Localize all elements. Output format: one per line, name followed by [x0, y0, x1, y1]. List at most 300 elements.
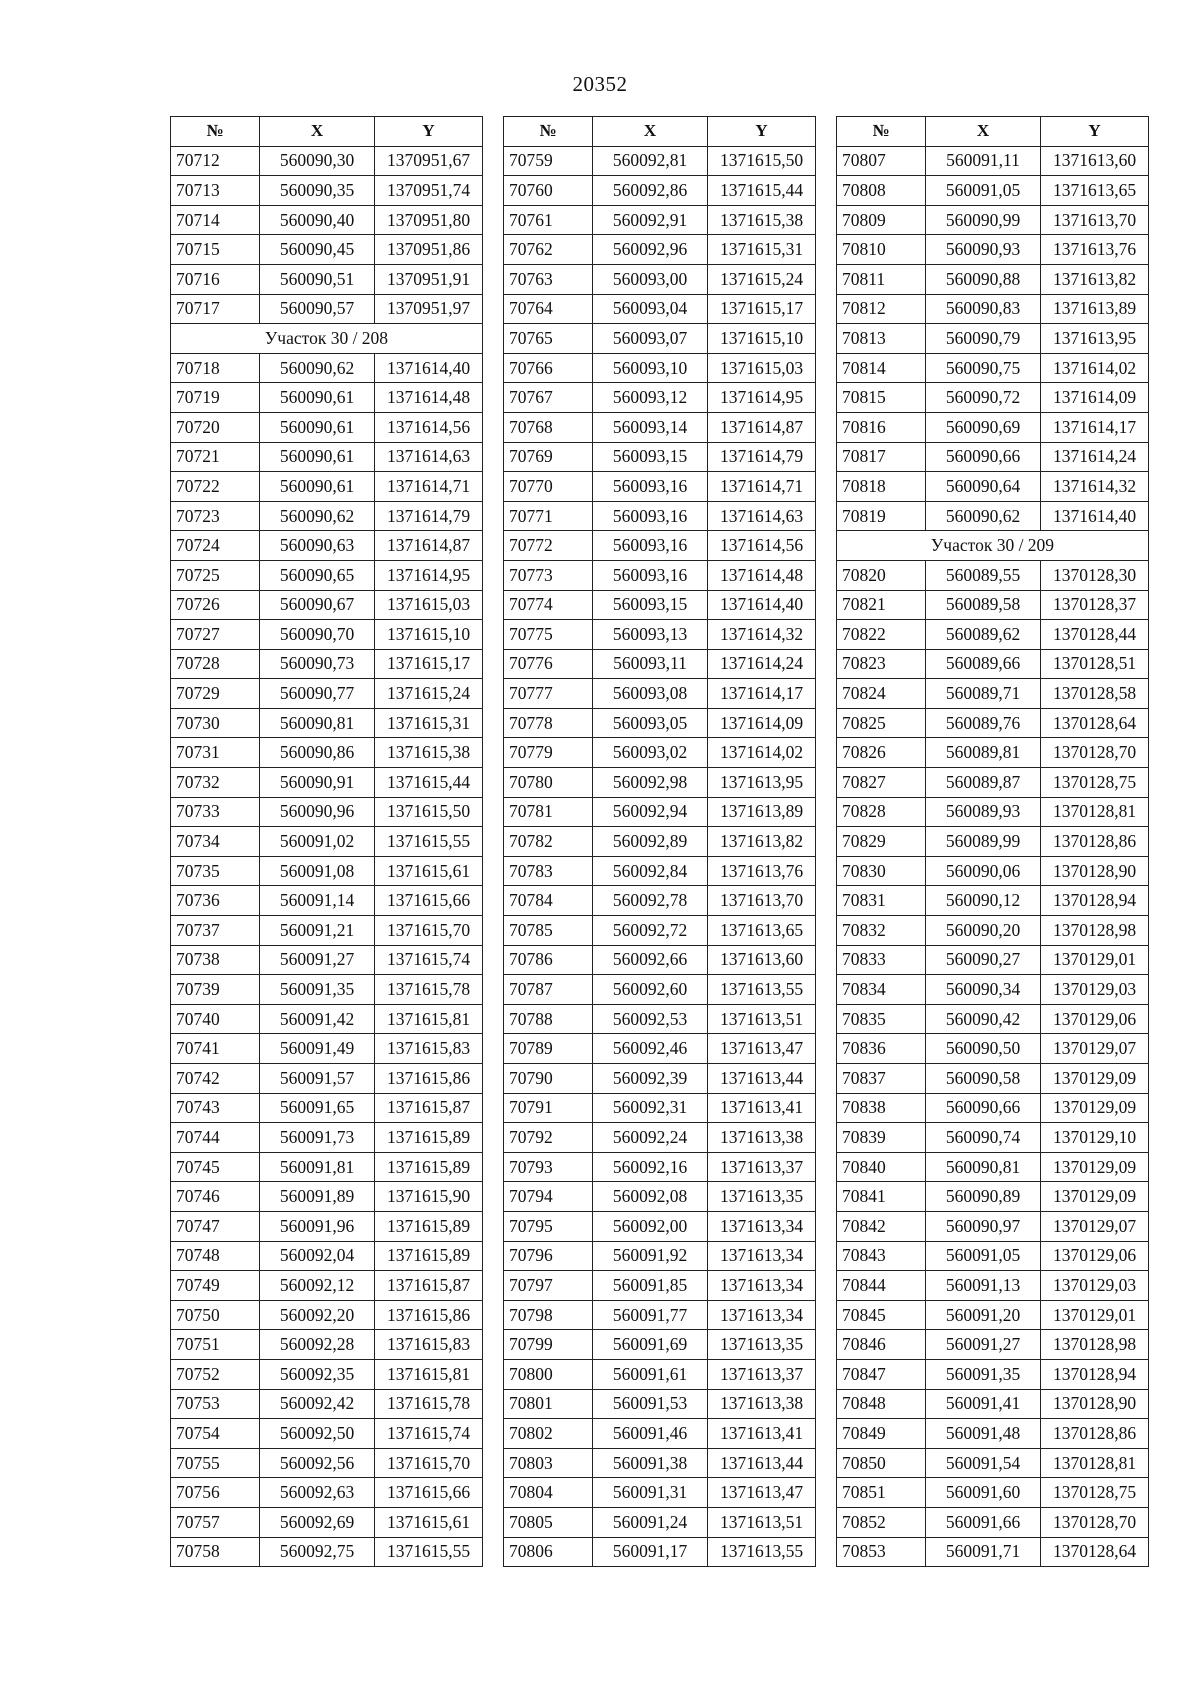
x-coordinate-cell: 560093,16	[593, 531, 708, 561]
y-coordinate-cell: 1371615,24	[375, 679, 483, 709]
y-coordinate-cell: 1370129,01	[1041, 1300, 1149, 1330]
x-coordinate-cell: 560091,53	[593, 1389, 708, 1419]
y-coordinate-cell: 1371614,02	[1041, 353, 1149, 383]
point-number-cell: 70755	[171, 1448, 260, 1478]
x-coordinate-cell: 560090,83	[926, 294, 1041, 324]
y-coordinate-cell: 1371615,31	[708, 235, 816, 265]
section-label: Участок 30 / 208	[171, 324, 483, 354]
point-number-cell: 70779	[504, 738, 593, 768]
y-coordinate-cell: 1371613,34	[708, 1271, 816, 1301]
y-coordinate-cell: 1370129,09	[1041, 1064, 1149, 1094]
y-coordinate-cell: 1370128,81	[1041, 1448, 1149, 1478]
table-row	[171, 560, 483, 590]
y-coordinate-cell: 1371613,34	[708, 1241, 816, 1271]
point-number-cell: 70824	[837, 679, 926, 709]
x-coordinate-cell: 560091,73	[260, 1123, 375, 1153]
point-number-cell: 70774	[504, 590, 593, 620]
table-row	[837, 886, 1149, 916]
point-number-cell: 70762	[504, 235, 593, 265]
table-row	[837, 1537, 1149, 1567]
x-coordinate-cell: 560089,81	[926, 738, 1041, 768]
x-coordinate-cell: 560093,12	[593, 383, 708, 413]
x-coordinate-cell: 560092,96	[593, 235, 708, 265]
point-number-cell: 70765	[504, 324, 593, 354]
point-number-cell: 70764	[504, 294, 593, 324]
y-coordinate-cell: 1370951,86	[375, 235, 483, 265]
x-coordinate-cell: 560090,51	[260, 264, 375, 294]
x-coordinate-cell: 560091,35	[260, 975, 375, 1005]
y-coordinate-cell: 1370129,10	[1041, 1123, 1149, 1153]
point-number-cell: 70850	[837, 1448, 926, 1478]
y-coordinate-cell: 1371613,41	[708, 1093, 816, 1123]
y-coordinate-cell: 1370128,94	[1041, 886, 1149, 916]
point-number-cell: 70767	[504, 383, 593, 413]
point-number-cell: 70759	[504, 146, 593, 176]
table-row	[171, 1004, 483, 1034]
page-number: 20352	[572, 72, 628, 96]
header-y: Y	[708, 117, 816, 147]
table-row	[837, 146, 1149, 176]
table-row	[837, 501, 1149, 531]
point-number-cell: 70846	[837, 1330, 926, 1360]
y-coordinate-cell: 1370129,09	[1041, 1093, 1149, 1123]
point-number-cell: 70749	[171, 1271, 260, 1301]
table-row	[171, 1241, 483, 1271]
x-coordinate-cell: 560092,04	[260, 1241, 375, 1271]
table-row	[504, 679, 816, 709]
point-number-cell: 70752	[171, 1359, 260, 1389]
x-coordinate-cell: 560093,16	[593, 560, 708, 590]
point-number-cell: 70722	[171, 472, 260, 502]
x-coordinate-cell: 560090,06	[926, 856, 1041, 886]
y-coordinate-cell: 1371613,55	[708, 1537, 816, 1567]
y-coordinate-cell: 1371615,61	[375, 1507, 483, 1537]
table-row	[837, 797, 1149, 827]
y-coordinate-cell: 1370129,09	[1041, 1182, 1149, 1212]
point-number-cell: 70715	[171, 235, 260, 265]
y-coordinate-cell: 1371613,51	[708, 1004, 816, 1034]
point-number-cell: 70768	[504, 412, 593, 442]
table-row	[837, 294, 1149, 324]
y-coordinate-cell: 1370128,90	[1041, 856, 1149, 886]
point-number-cell: 70813	[837, 324, 926, 354]
y-coordinate-cell: 1371615,89	[375, 1241, 483, 1271]
point-number-cell: 70756	[171, 1478, 260, 1508]
y-coordinate-cell: 1371615,90	[375, 1182, 483, 1212]
point-number-cell: 70713	[171, 176, 260, 206]
point-number-cell: 70830	[837, 856, 926, 886]
x-coordinate-cell: 560091,17	[593, 1537, 708, 1567]
table-row	[837, 1389, 1149, 1419]
point-number-cell: 70735	[171, 856, 260, 886]
x-coordinate-cell: 560092,39	[593, 1064, 708, 1094]
table-row	[837, 1093, 1149, 1123]
coordinates-table-2	[503, 116, 816, 1567]
table-row	[171, 768, 483, 798]
y-coordinate-cell: 1370128,64	[1041, 1537, 1149, 1567]
y-coordinate-cell: 1370129,09	[1041, 1152, 1149, 1182]
x-coordinate-cell: 560089,66	[926, 649, 1041, 679]
x-coordinate-cell: 560092,28	[260, 1330, 375, 1360]
x-coordinate-cell: 560090,20	[926, 916, 1041, 946]
x-coordinate-cell: 560091,77	[593, 1300, 708, 1330]
y-coordinate-cell: 1370128,86	[1041, 827, 1149, 857]
x-coordinate-cell: 560091,41	[926, 1389, 1041, 1419]
table-row	[171, 1537, 483, 1567]
x-coordinate-cell: 560091,20	[926, 1300, 1041, 1330]
point-number-cell: 70803	[504, 1448, 593, 1478]
point-number-cell: 70781	[504, 797, 593, 827]
x-coordinate-cell: 560091,11	[926, 146, 1041, 176]
table-row	[504, 738, 816, 768]
table-row	[504, 768, 816, 798]
table-row	[837, 383, 1149, 413]
x-coordinate-cell: 560090,86	[260, 738, 375, 768]
point-number-cell: 70775	[504, 620, 593, 650]
x-coordinate-cell: 560089,99	[926, 827, 1041, 857]
y-coordinate-cell: 1371613,95	[708, 768, 816, 798]
table-row	[837, 235, 1149, 265]
point-number-cell: 70847	[837, 1359, 926, 1389]
point-number-cell: 70837	[837, 1064, 926, 1094]
point-number-cell: 70772	[504, 531, 593, 561]
x-coordinate-cell: 560090,74	[926, 1123, 1041, 1153]
table-row	[837, 945, 1149, 975]
section-row	[171, 324, 483, 354]
x-coordinate-cell: 560092,24	[593, 1123, 708, 1153]
x-coordinate-cell: 560090,72	[926, 383, 1041, 413]
table-row	[171, 1093, 483, 1123]
x-coordinate-cell: 560092,31	[593, 1093, 708, 1123]
table-row	[504, 916, 816, 946]
table-row	[504, 264, 816, 294]
coordinates-table-1	[170, 116, 483, 1567]
point-number-cell: 70821	[837, 590, 926, 620]
table-row	[837, 1271, 1149, 1301]
point-number-cell: 70784	[504, 886, 593, 916]
table-row	[504, 383, 816, 413]
point-number-cell: 70721	[171, 442, 260, 472]
x-coordinate-cell: 560090,30	[260, 146, 375, 176]
x-coordinate-cell: 560090,70	[260, 620, 375, 650]
y-coordinate-cell: 1370951,80	[375, 205, 483, 235]
point-number-cell: 70728	[171, 649, 260, 679]
table-row	[504, 472, 816, 502]
table-row	[171, 235, 483, 265]
table-row	[837, 1241, 1149, 1271]
table-row	[504, 501, 816, 531]
y-coordinate-cell: 1370128,86	[1041, 1419, 1149, 1449]
table-row	[837, 1300, 1149, 1330]
table-row	[837, 827, 1149, 857]
y-coordinate-cell: 1371614,87	[708, 412, 816, 442]
table-row	[504, 1330, 816, 1360]
y-coordinate-cell: 1371613,51	[708, 1507, 816, 1537]
point-number-cell: 70828	[837, 797, 926, 827]
x-coordinate-cell: 560091,57	[260, 1064, 375, 1094]
y-coordinate-cell: 1371615,86	[375, 1300, 483, 1330]
y-coordinate-cell: 1370128,30	[1041, 560, 1149, 590]
x-coordinate-cell: 560090,91	[260, 768, 375, 798]
table-row	[837, 324, 1149, 354]
x-coordinate-cell: 560090,45	[260, 235, 375, 265]
y-coordinate-cell: 1371613,44	[708, 1064, 816, 1094]
table-row	[504, 176, 816, 206]
table-row	[171, 1034, 483, 1064]
x-coordinate-cell: 560093,15	[593, 442, 708, 472]
x-coordinate-cell: 560091,13	[926, 1271, 1041, 1301]
point-number-cell: 70786	[504, 945, 593, 975]
y-coordinate-cell: 1371615,38	[708, 205, 816, 235]
x-coordinate-cell: 560092,98	[593, 768, 708, 798]
y-coordinate-cell: 1371615,61	[375, 856, 483, 886]
point-number-cell: 70817	[837, 442, 926, 472]
point-number-cell: 70834	[837, 975, 926, 1005]
table-row	[171, 916, 483, 946]
y-coordinate-cell: 1371615,66	[375, 1478, 483, 1508]
table-row	[837, 975, 1149, 1005]
point-number-cell: 70845	[837, 1300, 926, 1330]
x-coordinate-cell: 560092,89	[593, 827, 708, 857]
point-number-cell: 70835	[837, 1004, 926, 1034]
y-coordinate-cell: 1370128,37	[1041, 590, 1149, 620]
point-number-cell: 70852	[837, 1507, 926, 1537]
x-coordinate-cell: 560093,10	[593, 353, 708, 383]
point-number-cell: 70840	[837, 1152, 926, 1182]
y-coordinate-cell: 1371615,55	[375, 827, 483, 857]
table-row	[504, 975, 816, 1005]
x-coordinate-cell: 560090,69	[926, 412, 1041, 442]
header-x: X	[260, 117, 375, 147]
point-number-cell: 70820	[837, 560, 926, 590]
x-coordinate-cell: 560090,66	[926, 1093, 1041, 1123]
y-coordinate-cell: 1371613,47	[708, 1034, 816, 1064]
point-number-cell: 70806	[504, 1537, 593, 1567]
y-coordinate-cell: 1371613,60	[1041, 146, 1149, 176]
x-coordinate-cell: 560091,08	[260, 856, 375, 886]
y-coordinate-cell: 1371613,65	[708, 916, 816, 946]
table-row	[504, 1241, 816, 1271]
y-coordinate-cell: 1371615,50	[375, 797, 483, 827]
y-coordinate-cell: 1370129,06	[1041, 1004, 1149, 1034]
table-row	[171, 827, 483, 857]
table-row	[171, 886, 483, 916]
x-coordinate-cell: 560091,02	[260, 827, 375, 857]
point-number-cell: 70766	[504, 353, 593, 383]
table-row	[171, 1211, 483, 1241]
point-number-cell: 70733	[171, 797, 260, 827]
point-number-cell: 70842	[837, 1211, 926, 1241]
x-coordinate-cell: 560092,75	[260, 1537, 375, 1567]
point-number-cell: 70809	[837, 205, 926, 235]
x-coordinate-cell: 560090,61	[260, 412, 375, 442]
y-coordinate-cell: 1371614,09	[708, 708, 816, 738]
x-coordinate-cell: 560091,05	[926, 176, 1041, 206]
y-coordinate-cell: 1371615,89	[375, 1211, 483, 1241]
table-row	[837, 472, 1149, 502]
point-number-cell: 70797	[504, 1271, 593, 1301]
x-coordinate-cell: 560091,14	[260, 886, 375, 916]
table-row	[504, 146, 816, 176]
point-number-cell: 70843	[837, 1241, 926, 1271]
y-coordinate-cell: 1370128,44	[1041, 620, 1149, 650]
table-row	[504, 560, 816, 590]
x-coordinate-cell: 560091,69	[593, 1330, 708, 1360]
x-coordinate-cell: 560092,50	[260, 1419, 375, 1449]
y-coordinate-cell: 1371614,87	[375, 531, 483, 561]
point-number-cell: 70761	[504, 205, 593, 235]
y-coordinate-cell: 1370128,94	[1041, 1359, 1149, 1389]
table-row	[837, 1034, 1149, 1064]
table-row	[504, 531, 816, 561]
table-row	[171, 501, 483, 531]
x-coordinate-cell: 560090,27	[926, 945, 1041, 975]
x-coordinate-cell: 560093,08	[593, 679, 708, 709]
table-row	[171, 1271, 483, 1301]
table-row	[504, 886, 816, 916]
x-coordinate-cell: 560091,92	[593, 1241, 708, 1271]
x-coordinate-cell: 560092,94	[593, 797, 708, 827]
y-coordinate-cell: 1370129,06	[1041, 1241, 1149, 1271]
point-number-cell: 70751	[171, 1330, 260, 1360]
x-coordinate-cell: 560090,99	[926, 205, 1041, 235]
table-row	[171, 1419, 483, 1449]
x-coordinate-cell: 560092,60	[593, 975, 708, 1005]
y-coordinate-cell: 1371613,34	[708, 1211, 816, 1241]
point-number-cell: 70853	[837, 1537, 926, 1567]
x-coordinate-cell: 560092,84	[593, 856, 708, 886]
x-coordinate-cell: 560090,79	[926, 324, 1041, 354]
x-coordinate-cell: 560092,46	[593, 1034, 708, 1064]
point-number-cell: 70826	[837, 738, 926, 768]
point-number-cell: 70796	[504, 1241, 593, 1271]
y-coordinate-cell: 1371614,24	[708, 649, 816, 679]
y-coordinate-cell: 1371615,89	[375, 1123, 483, 1153]
y-coordinate-cell: 1371613,37	[708, 1359, 816, 1389]
point-number-cell: 70771	[504, 501, 593, 531]
table-row	[837, 442, 1149, 472]
table-row	[837, 916, 1149, 946]
x-coordinate-cell: 560092,42	[260, 1389, 375, 1419]
y-coordinate-cell: 1371613,34	[708, 1300, 816, 1330]
point-number-cell: 70720	[171, 412, 260, 442]
point-number-cell: 70754	[171, 1419, 260, 1449]
y-coordinate-cell: 1371613,65	[1041, 176, 1149, 206]
point-number-cell: 70823	[837, 649, 926, 679]
y-coordinate-cell: 1371615,24	[708, 264, 816, 294]
y-coordinate-cell: 1371613,38	[708, 1123, 816, 1153]
point-number-cell: 70718	[171, 353, 260, 383]
x-coordinate-cell: 560092,63	[260, 1478, 375, 1508]
point-number-cell: 70794	[504, 1182, 593, 1212]
x-coordinate-cell: 560090,62	[260, 501, 375, 531]
x-coordinate-cell: 560089,87	[926, 768, 1041, 798]
point-number-cell: 70717	[171, 294, 260, 324]
x-coordinate-cell: 560090,77	[260, 679, 375, 709]
table-row	[171, 412, 483, 442]
table-row	[171, 856, 483, 886]
y-coordinate-cell: 1371615,74	[375, 1419, 483, 1449]
x-coordinate-cell: 560090,93	[926, 235, 1041, 265]
table-row	[837, 412, 1149, 442]
point-number-cell: 70838	[837, 1093, 926, 1123]
point-number-cell: 70785	[504, 916, 593, 946]
table-row	[171, 649, 483, 679]
x-coordinate-cell: 560093,05	[593, 708, 708, 738]
x-coordinate-cell: 560090,61	[260, 383, 375, 413]
y-coordinate-cell: 1371614,09	[1041, 383, 1149, 413]
x-coordinate-cell: 560089,62	[926, 620, 1041, 650]
y-coordinate-cell: 1370951,91	[375, 264, 483, 294]
x-coordinate-cell: 560091,27	[260, 945, 375, 975]
section-row	[837, 531, 1149, 561]
point-number-cell: 70829	[837, 827, 926, 857]
point-number-cell: 70831	[837, 886, 926, 916]
point-number-cell: 70742	[171, 1064, 260, 1094]
table-row	[837, 560, 1149, 590]
y-coordinate-cell: 1371615,74	[375, 945, 483, 975]
y-coordinate-cell: 1371614,17	[1041, 412, 1149, 442]
table-row	[504, 1064, 816, 1094]
y-coordinate-cell: 1371613,55	[708, 975, 816, 1005]
table-row	[504, 827, 816, 857]
x-coordinate-cell: 560090,64	[926, 472, 1041, 502]
table-row	[837, 264, 1149, 294]
table-row	[837, 176, 1149, 206]
header-number: №	[171, 117, 260, 147]
table-row	[171, 1359, 483, 1389]
y-coordinate-cell: 1370128,98	[1041, 1330, 1149, 1360]
y-coordinate-cell: 1370128,70	[1041, 738, 1149, 768]
x-coordinate-cell: 560090,34	[926, 975, 1041, 1005]
x-coordinate-cell: 560089,76	[926, 708, 1041, 738]
x-coordinate-cell: 560091,65	[260, 1093, 375, 1123]
y-coordinate-cell: 1370128,75	[1041, 768, 1149, 798]
point-number-cell: 70848	[837, 1389, 926, 1419]
x-coordinate-cell: 560093,13	[593, 620, 708, 650]
table-row	[171, 1389, 483, 1419]
y-coordinate-cell: 1370129,03	[1041, 975, 1149, 1005]
x-coordinate-cell: 560092,81	[593, 146, 708, 176]
x-coordinate-cell: 560091,54	[926, 1448, 1041, 1478]
y-coordinate-cell: 1371615,44	[375, 768, 483, 798]
x-coordinate-cell: 560090,50	[926, 1034, 1041, 1064]
y-coordinate-cell: 1371615,10	[375, 620, 483, 650]
point-number-cell: 70743	[171, 1093, 260, 1123]
x-coordinate-cell: 560092,91	[593, 205, 708, 235]
y-coordinate-cell: 1371615,70	[375, 1448, 483, 1478]
x-coordinate-cell: 560093,00	[593, 264, 708, 294]
point-number-cell: 70827	[837, 768, 926, 798]
table-row	[504, 1093, 816, 1123]
x-coordinate-cell: 560091,27	[926, 1330, 1041, 1360]
section-label: Участок 30 / 209	[837, 531, 1149, 561]
table-row	[171, 205, 483, 235]
table-row	[504, 205, 816, 235]
y-coordinate-cell: 1370128,90	[1041, 1389, 1149, 1419]
y-coordinate-cell: 1371614,40	[708, 590, 816, 620]
x-coordinate-cell: 560090,73	[260, 649, 375, 679]
y-coordinate-cell: 1371615,17	[375, 649, 483, 679]
x-coordinate-cell: 560090,42	[926, 1004, 1041, 1034]
header-number: №	[504, 117, 593, 147]
point-number-cell: 70810	[837, 235, 926, 265]
table-row	[504, 1537, 816, 1567]
point-number-cell: 70734	[171, 827, 260, 857]
table-row	[837, 1448, 1149, 1478]
x-coordinate-cell: 560091,05	[926, 1241, 1041, 1271]
x-coordinate-cell: 560091,38	[593, 1448, 708, 1478]
